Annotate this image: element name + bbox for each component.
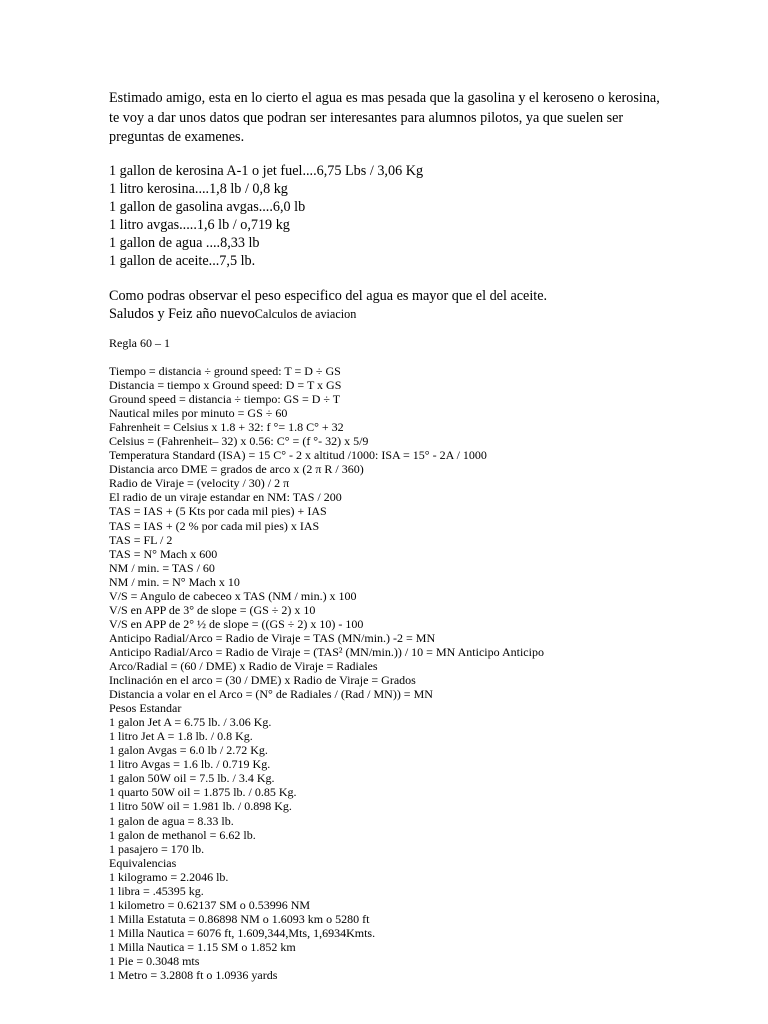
formula-line: 1 Milla Nautica = 6076 ft, 1.609,344,Mts, 1,6934Kmts. [109,925,376,940]
regla-title: Regla 60 – 1 [109,336,170,350]
formula-line: V/S en APP de 2° ½ de slope = ((GS ÷ 2) x 10) - 100 [109,616,364,631]
formula-line: TAS = FL / 2 [109,532,173,547]
formula-line: TAS = N° Mach x 600 [109,546,218,561]
formula-line: 1 Pie = 0.3048 mts [109,953,200,968]
intro-text: Estimado amigo, esta en lo cierto el agua es mas pesada que la gasolina y el keroseno o kerosina, te voy a dar unos datos que podran ser interesantes para alumnos pilotos, ya que suelen ser preguntas de examenes. [109,90,660,145]
formula-line: Distancia = tiempo x Ground speed: D = T x GS [109,378,342,393]
formula-line: V/S = Angulo de cabeceo x TAS (NM / min.) x 100 [109,588,357,603]
formula-line: NM / min. = TAS / 60 [109,560,215,575]
formula-line: TAS = IAS + (2 % por cada mil pies) x IAS [109,518,320,533]
formula-line: Pesos Estandar [109,701,182,716]
fuel-weight-line: 1 gallon de kerosina A-1 o jet fuel....6,75 Lbs / 3,06 Kg [109,163,424,179]
formula-line: 1 litro Jet A = 1.8 lb. / 0.8 Kg. [109,729,253,744]
formula-line: 1 litro Avgas = 1.6 lb. / 0.719 Kg. [109,757,271,772]
formula-line: Celsius = (Fahrenheit– 32) x 0.56: C° = (f °- 32) x 5/9 [109,434,369,449]
formula-line: 1 galon Avgas = 6.0 lb / 2.72 Kg. [109,743,268,758]
formula-line: Inclinación en el arco = (30 / DME) x Radio de Viraje = Grados [109,673,416,688]
closing-line: Como podras observar el peso especifico del agua es mayor que el del aceite. [109,288,548,304]
formula-line: Temperatura Standard (ISA) = 15 C° - 2 x altitud /1000: ISA = 15° - 2A / 1000 [109,448,487,463]
fuel-weight-line: 1 gallon de aceite...7,5 lb. [109,253,256,269]
section-heading: Calculos de aviacion [254,307,357,321]
fuel-weight-line: 1 litro avgas.....1,6 lb / o,719 kg [109,217,290,233]
formula-line: 1 galon Jet A = 6.75 lb. / 3.06 Kg. [109,715,272,730]
greeting-text: Saludos y Feiz año nuevo [109,306,255,322]
fuel-weight-line: 1 gallon de agua ....8,33 lb [109,235,260,251]
formula-line: V/S en APP de 3° de slope = (GS ÷ 2) x 10 [109,602,316,617]
formula-line: Nautical miles por minuto = GS ÷ 60 [109,406,288,421]
formula-line: Ground speed = distancia ÷ tiempo: GS = D ÷ T [109,392,341,407]
formula-line: 1 kilometro = 0.62137 SM o 0.53996 NM [109,897,311,912]
formula-line: 1 pasajero = 170 lb. [109,841,205,856]
formula-line: Distancia arco DME = grados de arco x (2 π R / 360) [109,462,364,477]
formulas-list [109,364,544,982]
formula-line: 1 Milla Estatuta = 0.86898 NM o 1.6093 km o 5280 ft [109,911,370,926]
formula-line: 1 Milla Nautica = 1.15 SM o 1.852 km [109,939,296,954]
formula-line: Fahrenheit = Celsius x 1.8 + 32: f °= 1.8 C° + 32 [109,420,344,435]
formula-line: 1 libra = .45395 kg. [109,883,204,898]
formula-line: Anticipo Radial/Arco = Radio de Viraje = TAS (MN/min.) -2 = MN [109,630,436,645]
formula-line: NM / min. = N° Mach x 10 [109,574,240,589]
closing-line-greeting [109,305,547,323]
formula-line: Distancia a volar en el Arco = (N° de Radiales / (Rad / MN)) = MN [109,687,433,702]
fuel-weights-list [109,162,423,270]
formula-line: 1 kilogramo = 2.2046 lb. [109,869,229,884]
formula-line: TAS = IAS + (5 Kts por cada mil pies) + IAS [109,504,327,519]
formula-line: Tiempo = distancia ÷ ground speed: T = D ÷ GS [109,364,341,378]
formula-line: Anticipo Radial/Arco = Radio de Viraje = (TAS² (MN/min.)) / 10 = MN Anticipo Anticipo [109,644,544,659]
formula-line: 1 galon 50W oil = 7.5 lb. / 3.4 Kg. [109,771,275,786]
formula-line: 1 quarto 50W oil = 1.875 lb. / 0.85 Kg. [109,785,297,800]
intro-paragraph [109,89,669,148]
fuel-weight-line: 1 litro kerosina....1,8 lb / 0,8 kg [109,181,288,197]
closing-paragraph [109,287,547,323]
formula-line: Equivalencias [109,855,177,870]
formula-line: Arco/Radial = (60 / DME) x Radio de Viraje = Radiales [109,658,378,673]
fuel-weight-line: 1 gallon de gasolina avgas....6,0 lb [109,199,306,215]
formula-line: El radio de un viraje estandar en NM: TAS / 200 [109,490,342,505]
formula-line: 1 Metro = 3.2808 ft o 1.0936 yards [109,968,278,983]
formula-line: Radio de Viraje = (velocity / 30) / 2 π [109,476,290,491]
formula-line: 1 galon de agua = 8.33 lb. [109,813,234,828]
formula-line: 1 litro 50W oil = 1.981 lb. / 0.898 Kg. [109,799,292,814]
formula-line: 1 galon de methanol = 6.62 lb. [109,827,256,842]
